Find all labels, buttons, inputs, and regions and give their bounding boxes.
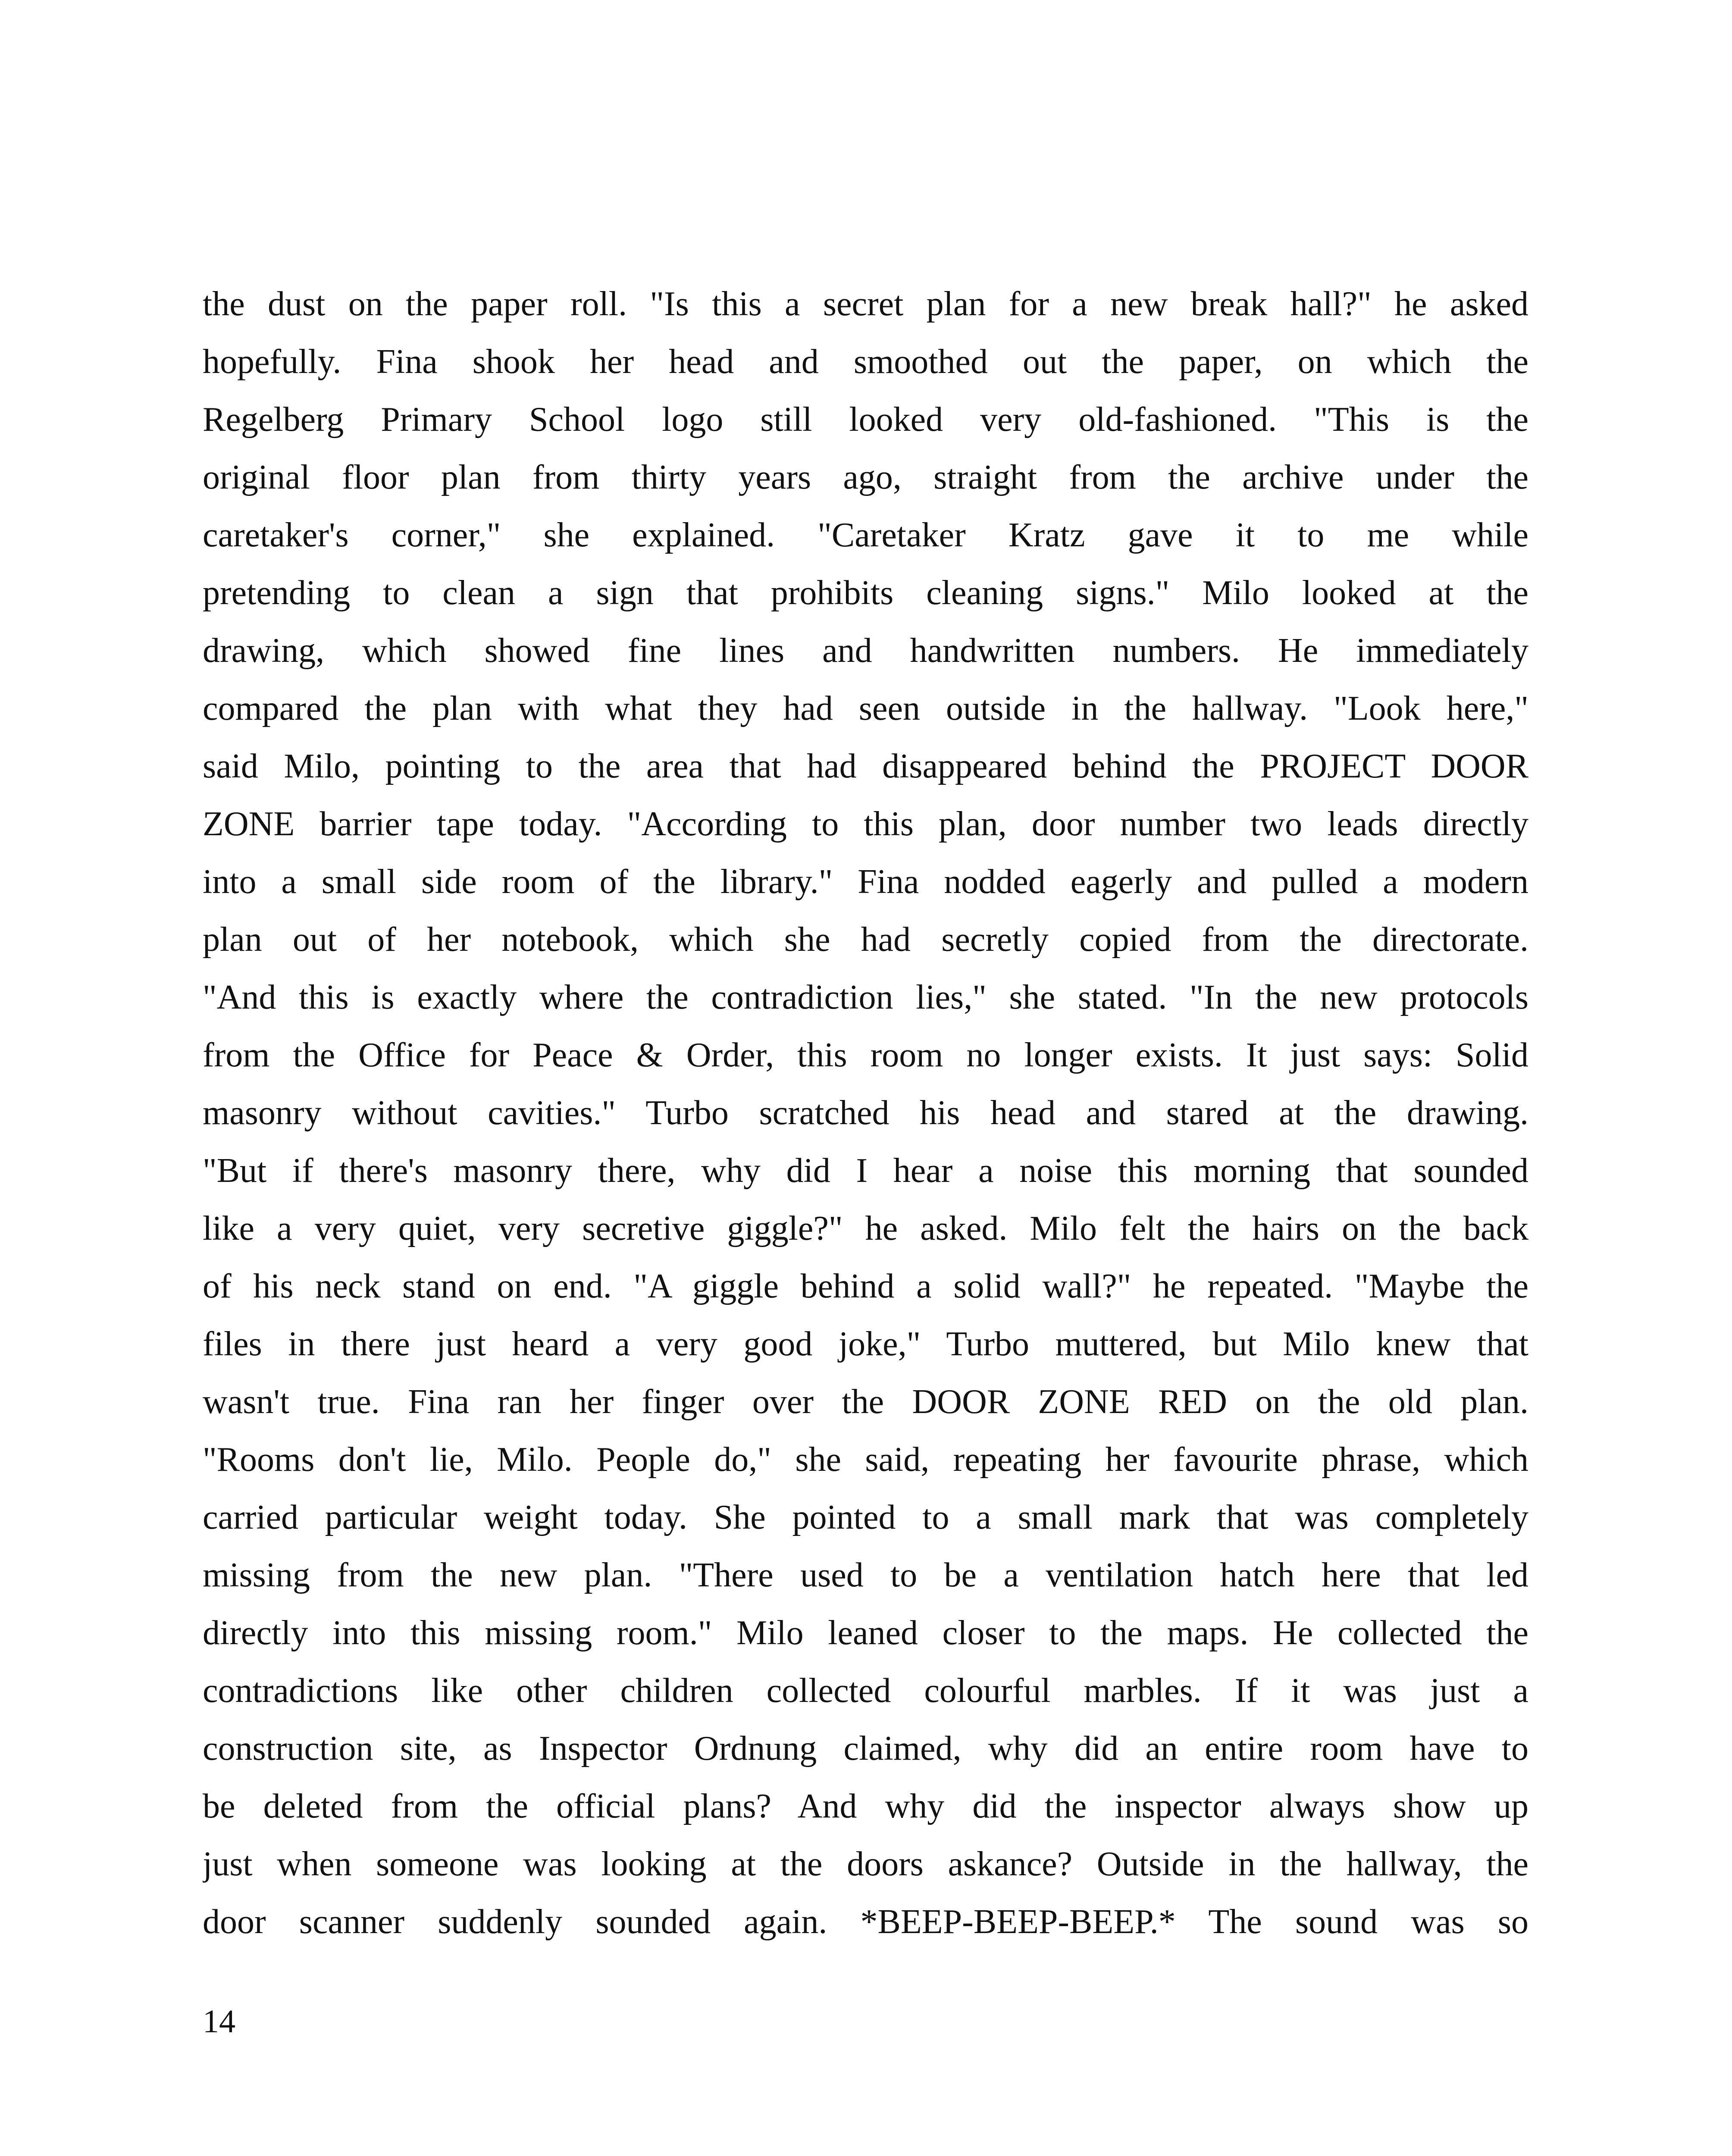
text-line: pretending to clean a sign that prohibits cleaning signs." Milo looked at the <box>203 574 1528 612</box>
text-line: wasn't true. Fina ran her finger over the DOOR ZONE RED on the old plan. <box>203 1383 1528 1421</box>
text-line: Regelberg Primary School logo still looked very old-fashioned. "This is the <box>203 401 1528 439</box>
text-line: compared the plan with what they had seen outside in the hallway. "Look here," <box>203 689 1528 727</box>
text-line: said Milo, pointing to the area that had disappeared behind the PROJECT DOOR <box>203 747 1528 785</box>
text-line: hopefully. Fina shook her head and smoothed out the paper, on which the <box>203 343 1528 381</box>
text-line: like a very quiet, very secretive giggle?" he asked. Milo felt the hairs on the back <box>203 1210 1528 1247</box>
text-line: of his neck stand on end. "A giggle behind a solid wall?" he repeated. "Maybe the <box>203 1267 1528 1305</box>
text-line: caretaker's corner," she explained. "Caretaker Kratz gave it to me while <box>203 516 1528 554</box>
text-line: directly into this missing room." Milo leaned closer to the maps. He collected the <box>203 1614 1528 1652</box>
text-line: drawing, which showed fine lines and handwritten numbers. He immediately <box>203 632 1528 670</box>
text-line: carried particular weight today. She pointed to a small mark that was completely <box>203 1498 1528 1536</box>
text-line: contradictions like other children collected colourful marbles. If it was just a <box>203 1672 1528 1710</box>
text-line: masonry without cavities." Turbo scratched his head and stared at the drawing. <box>203 1094 1528 1132</box>
text-line: missing from the new plan. "There used to be a ventilation hatch here that led <box>203 1556 1528 1594</box>
text-line: "But if there's masonry there, why did I hear a noise this morning that sounded <box>203 1152 1528 1190</box>
text-line: into a small side room of the library." Fina nodded eagerly and pulled a modern <box>203 863 1528 901</box>
text-line: ZONE barrier tape today. "According to this plan, door number two leads directly <box>203 805 1528 843</box>
text-line: just when someone was looking at the doors askance? Outside in the hallway, the <box>203 1845 1528 1883</box>
text-line: door scanner suddenly sounded again. *BEEP-BEEP-BEEP.* The sound was so <box>203 1903 1528 1941</box>
text-line: "Rooms don't lie, Milo. People do," she said, repeating her favourite phrase, which <box>203 1441 1528 1479</box>
text-line: files in there just heard a very good joke," Turbo muttered, but Milo knew that <box>203 1325 1528 1363</box>
text-line: plan out of her notebook, which she had secretly copied from the directorate. <box>203 921 1528 959</box>
page-number: 14 <box>203 2003 235 2040</box>
body-text <box>203 275 1528 1951</box>
text-line: be deleted from the official plans? And why did the inspector always show up <box>203 1787 1528 1825</box>
text-line: original floor plan from thirty years ago, straight from the archive under the <box>203 458 1528 496</box>
text-line: construction site, as Inspector Ordnung claimed, why did an entire room have to <box>203 1730 1528 1767</box>
text-line: the dust on the paper roll. "Is this a secret plan for a new break hall?" he asked <box>203 285 1528 323</box>
text-line: from the Office for Peace & Order, this room no longer exists. It just says: Solid <box>203 1036 1528 1074</box>
text-line: "And this is exactly where the contradiction lies," she stated. "In the new protocols <box>203 978 1528 1016</box>
